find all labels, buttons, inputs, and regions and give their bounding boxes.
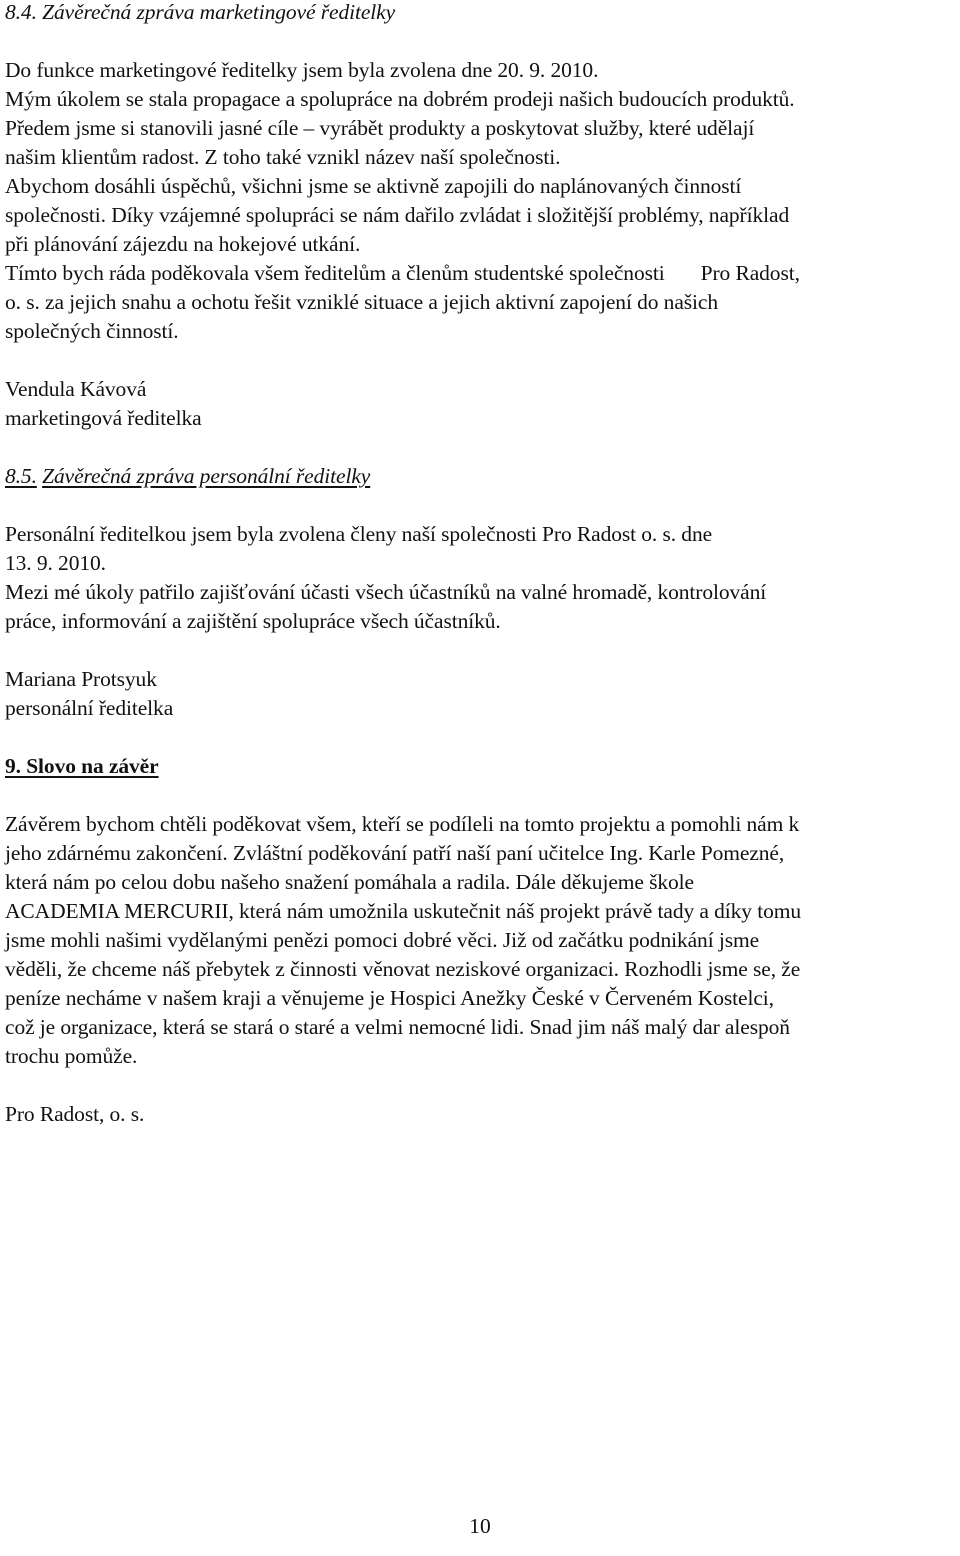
paragraph-line: jeho zdárnému zakončení. Zvláštní poděkování patří naší paní učitelce Ing. Karle Pomezné,: [5, 841, 785, 865]
section-heading-8-4: 8.4. Závěrečná zpráva marketingové ředitelky: [5, 0, 396, 24]
paragraph-line: která nám po celou dobu našeho snažení pomáhala a radila. Dále děkujeme škole: [5, 870, 694, 894]
paragraph-line: Personální ředitelkou jsem byla zvolena členy naší společnosti Pro Radost o. s. dne: [5, 522, 713, 546]
paragraph-line: což je organizace, která se stará o staré a velmi nemocné lidi. Snad jim náš malý dar alespoň: [5, 1015, 790, 1039]
paragraph-line: jsme mohli našimi vydělanými penězi pomoci dobré věci. Již od začátku podnikání jsme: [5, 928, 760, 952]
paragraph-line: Do funkce marketingové ředitelky jsem byla zvolena dne 20. 9. 2010.: [5, 58, 599, 82]
paragraph-line: společných činností.: [5, 319, 179, 343]
paragraph-line: našim klientům radost. Z toho také vznikl název naší společnosti.: [5, 145, 561, 169]
signature-role: marketingová ředitelka: [5, 406, 202, 430]
signature-role: personální ředitelka: [5, 696, 174, 720]
paragraph-line: věděli, že chceme náš přebytek z činnosti věnovat neziskové organizaci. Rozhodli jsme se, že: [5, 957, 801, 981]
paragraph-line: práce, informování a zajištění spolupráce všech účastníků.: [5, 609, 501, 633]
paragraph-line: Abychom dosáhli úspěchů, všichni jsme se aktivně zapojili do naplánovaných činností: [5, 174, 742, 198]
page-number: 10: [469, 1514, 491, 1538]
section-heading-9: 9. Slovo na závěr: [5, 754, 159, 778]
paragraph-line: Předem jsme si stanovili jasné cíle – vyrábět produkty a poskytovat služby, které udělají: [5, 116, 755, 140]
thanks-text: Tímto bych ráda poděkovala všem ředitelům a členům studentské společnosti: [5, 261, 665, 285]
paragraph-line: Mým úkolem se stala propagace a spolupráce na dobrém prodeji našich budoucích produktů.: [5, 87, 795, 111]
section-heading-title: Závěrečná zpráva personální ředitelky: [42, 464, 371, 488]
paragraph-line: 13. 9. 2010.: [5, 551, 106, 575]
paragraph-line: trochu pomůže.: [5, 1044, 138, 1068]
signature-name: Vendula Kávová: [5, 377, 147, 401]
section-heading-number: 8.5.: [5, 464, 37, 488]
section-heading-8-5: [5, 462, 370, 491]
paragraph-line: při plánování zájezdu na hokejové utkání.: [5, 232, 361, 256]
paragraph-line: Závěrem bychom chtěli poděkovat všem, kteří se podíleli na tomto projektu a pomohli nám k: [5, 812, 800, 836]
paragraph-line: o. s. za jejich snahu a ochotu řešit vzniklé situace a jejich aktivní zapojení do našich: [5, 290, 719, 314]
closing-signature: Pro Radost, o. s.: [5, 1102, 145, 1126]
paragraph-line: společnosti. Díky vzájemné spolupráci se nám dařilo zvládat i složitější problémy, například: [5, 203, 790, 227]
signature-name: Mariana Protsyuk: [5, 667, 157, 691]
paragraph-line: Mezi mé úkoly patřilo zajišťování účasti všech účastníků na valné hromadě, kontrolování: [5, 580, 767, 604]
company-name: Pro Radost,: [700, 261, 800, 285]
paragraph-line: peníze necháme v našem kraji a věnujeme je Hospici Anežky České v Červeném Kostelci,: [5, 986, 774, 1010]
paragraph-line-thanks: [5, 259, 800, 288]
paragraph-line: ACADEMIA MERCURII, která nám umožnila uskutečnit náš projekt právě tady a díky tomu: [5, 899, 802, 923]
